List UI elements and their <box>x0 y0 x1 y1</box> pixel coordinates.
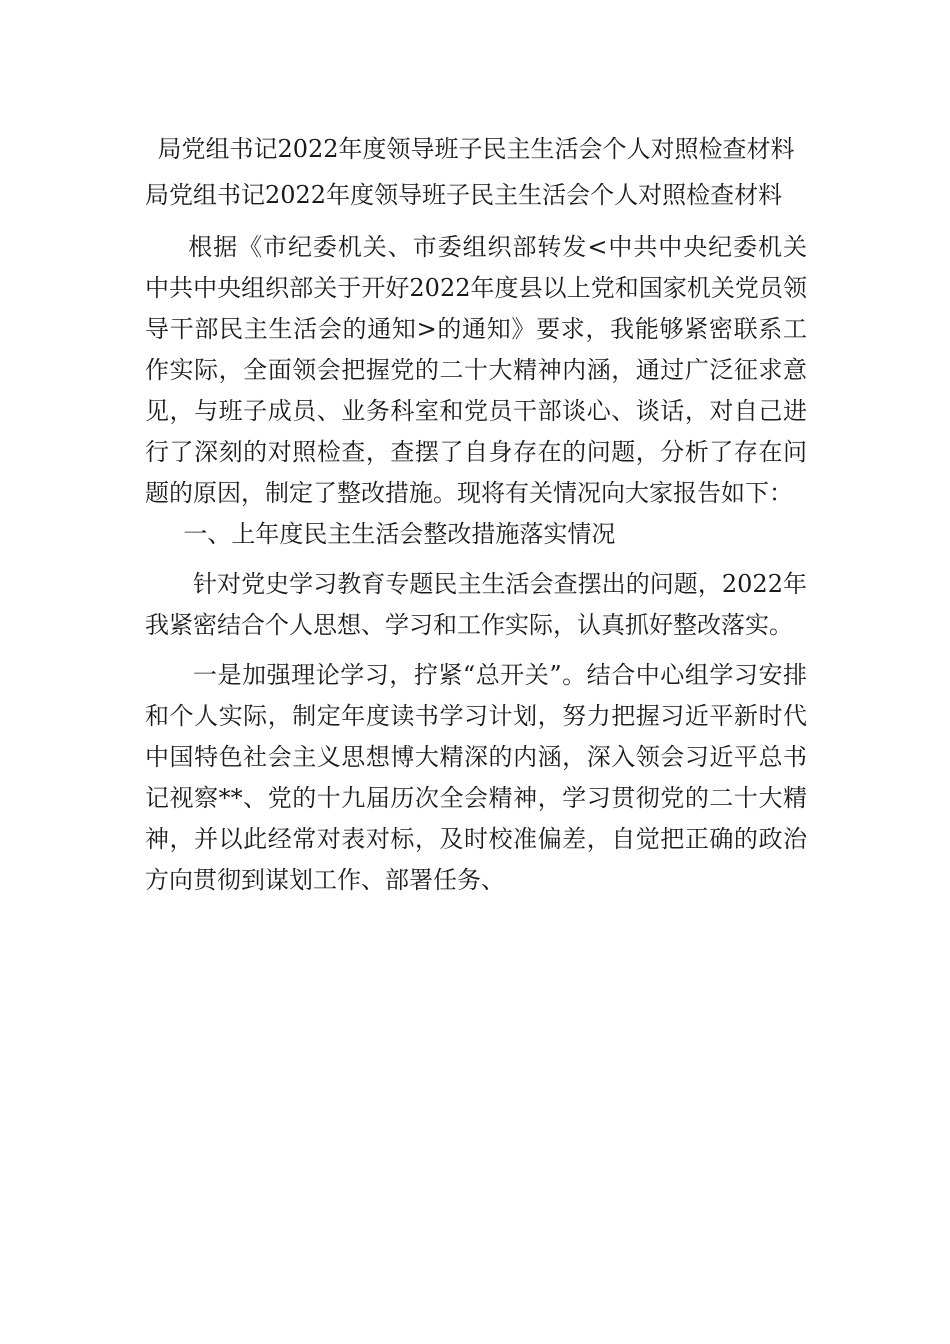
paragraph-rectification: 针对党史学习教育专题民主生活会查摆出的问题，2022年我紧密结合个人思想、学习和工作实际，认真抓好整改落实。 <box>145 570 807 639</box>
document-subtitle: 局党组书记2022年度领导班子民主生活会个人对照检查材料 <box>145 181 783 209</box>
paragraph-intro: 根据《市纪委机关、市委组织部转发<中共中央纪委机关 中共中央组织部关于开好2022年度县以上党和国家机关党员领导干部民主生活会的通知>的通知》要求，我能够紧密联系工作实际，全面领会把握党的二十大精神内涵，通过广泛征求意见，与班子成员、业务科室和党员干部谈心、谈话，对自己进行了深刻的对照检查，查摆了自身存在的问题，分析了存在问题的原因，制定了整改措施。现将有关情况向大家报告如下： <box>145 233 807 507</box>
paragraph-theory-study: 一是加强理论学习，拧紧“总开关”。结合中心组学习安排和个人实际，制定年度读书学习计划，努力把握习近平新时代中国特色社会主义思想博大精深的内涵，深入领会习近平总书记视察**、党的十九届历次全会精神，学习贯彻党的二十大精神，并以此经常对表对标，及时校准偏差，自觉把正确的政治方向贯彻到谋划工作、部署任务、 <box>145 661 807 894</box>
document-body <box>145 127 807 901</box>
document-title: 局党组书记2022年度领导班子民主生活会个人对照检查材料 <box>157 135 795 163</box>
section-heading: 一、上年度民主生活会整改措施落实情况 <box>183 520 616 548</box>
